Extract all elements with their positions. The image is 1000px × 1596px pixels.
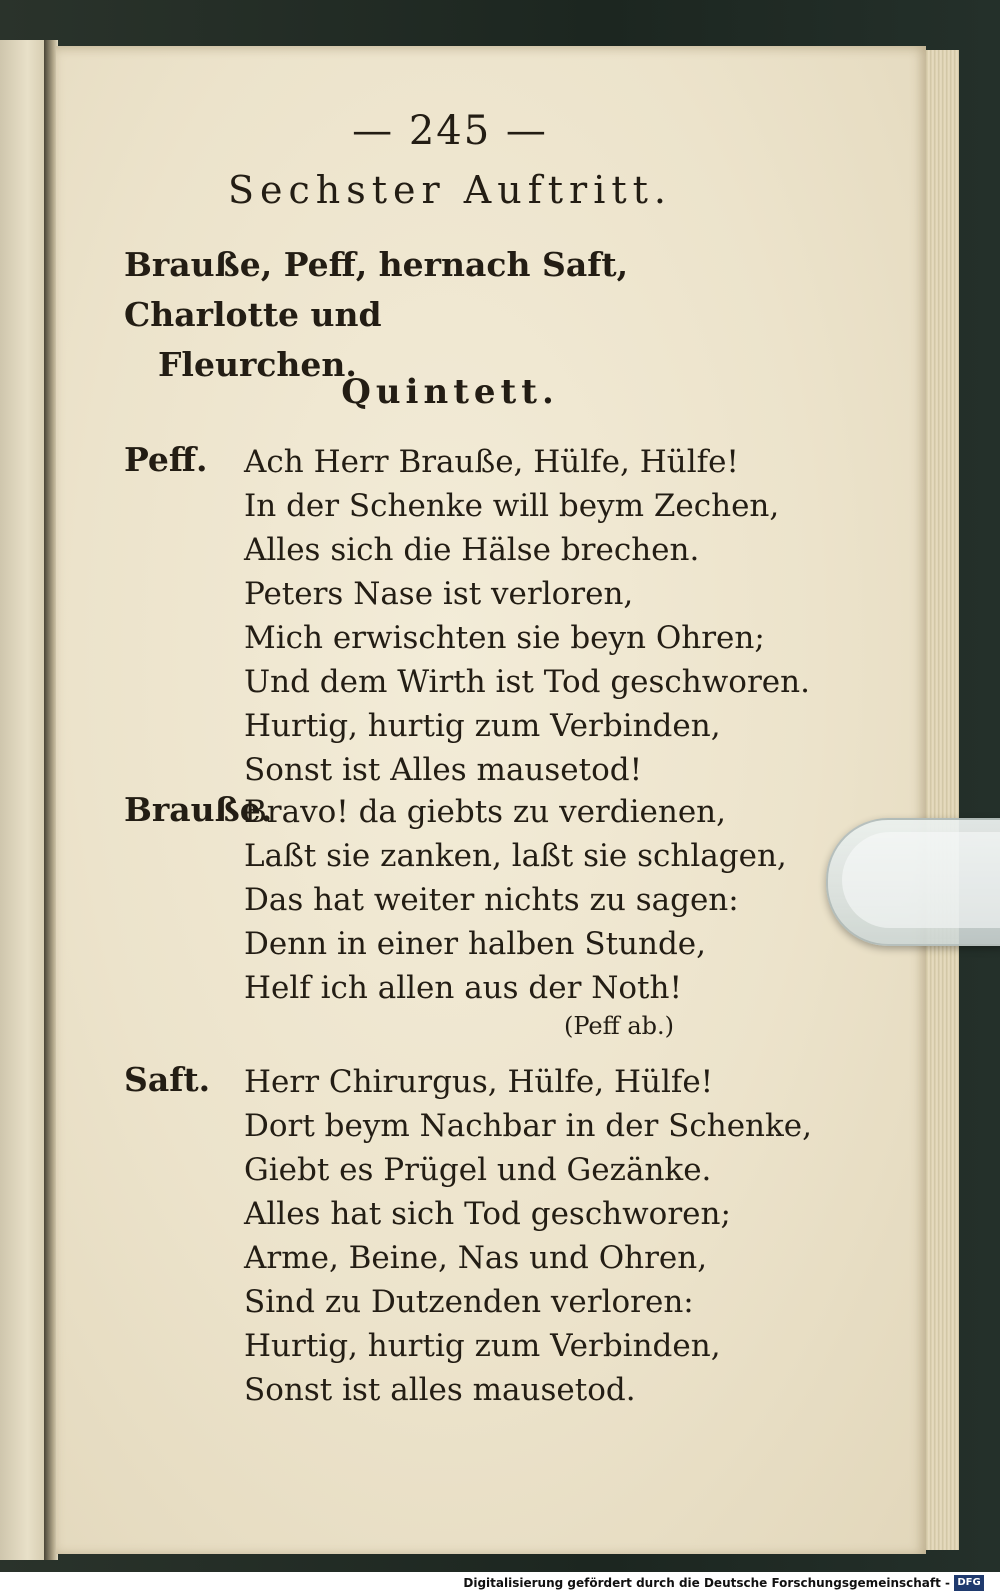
verse-line: Helf ich allen aus der Noth! [244, 970, 682, 1006]
stage-direction: (Peff ab.) [564, 1012, 674, 1040]
verse-line: Herr Chirurgus, Hülfe, Hülfe! [244, 1064, 714, 1100]
verse-line: Das hat weiter nichts zu sagen: [244, 882, 739, 918]
page-clip-highlight [842, 832, 1000, 928]
verse-line: Hurtig, hurtig zum Verbinden, [244, 708, 721, 744]
verse-line: Mich erwischten sie beyn Ohren; [244, 620, 765, 656]
verse-line: Sind zu Dutzenden verloren: [244, 1284, 694, 1320]
dfg-logo: DFG [954, 1575, 984, 1591]
page-clip [826, 818, 1000, 946]
verse-line: Peters Nase ist verloren, [244, 576, 634, 612]
section-title: Quintett. [341, 372, 559, 412]
verse-line: In der Schenke will beym Zechen, [244, 488, 780, 524]
verse-line: Laßt sie zanken, laßt sie schlagen, [244, 838, 787, 874]
character-list-line-1: Braußе, Peff, hernach Saft, Charlotte und [124, 245, 629, 334]
verse-line: Dort beym Nachbar in der Schenke, [244, 1108, 812, 1144]
footer-bar [0, 1572, 1000, 1596]
verse-lines [244, 1060, 812, 1412]
verse-line: Sonst ist alles mausetod. [244, 1372, 636, 1408]
verse-lines [244, 790, 787, 1010]
verse-lines [244, 440, 810, 792]
footer-credit: Digitalisierung gefördert durch die Deutsche Forschungsgemeinschaft - [463, 1576, 950, 1590]
verse-line: Hurtig, hurtig zum Verbinden, [244, 1328, 721, 1364]
speaker-name: Braußе. [124, 790, 273, 829]
verse-line: Alles hat sich Tod geschworen; [244, 1196, 731, 1232]
verse-line: Ach Herr Braußе, Hülfe, Hülfe! [244, 444, 739, 480]
verse-line: Denn in einer halben Stunde, [244, 926, 707, 962]
verse-line: Alles sich die Hälse brechen. [244, 532, 700, 568]
page-number: — 245 — [352, 108, 548, 154]
verse-line: Bravo! da giebts zu verdienen, [244, 794, 726, 830]
speaker-name: Peff. [124, 440, 208, 479]
verse-line: Und dem Wirth ist Tod geschworen. [244, 664, 810, 700]
character-list-line-2: Fleurchen. [158, 345, 357, 384]
verse-line: Arme, Beine, Nas und Ohren, [244, 1240, 708, 1276]
left-page-edge [0, 40, 49, 1560]
verse-line: Giebt es Prügel und Gezänke. [244, 1152, 712, 1188]
speaker-name: Saft. [124, 1060, 211, 1099]
character-list [124, 240, 794, 390]
scene-title: Sechster Auftritt. [228, 168, 672, 212]
verse-line: Sonst ist Alles mausetod! [244, 752, 643, 788]
